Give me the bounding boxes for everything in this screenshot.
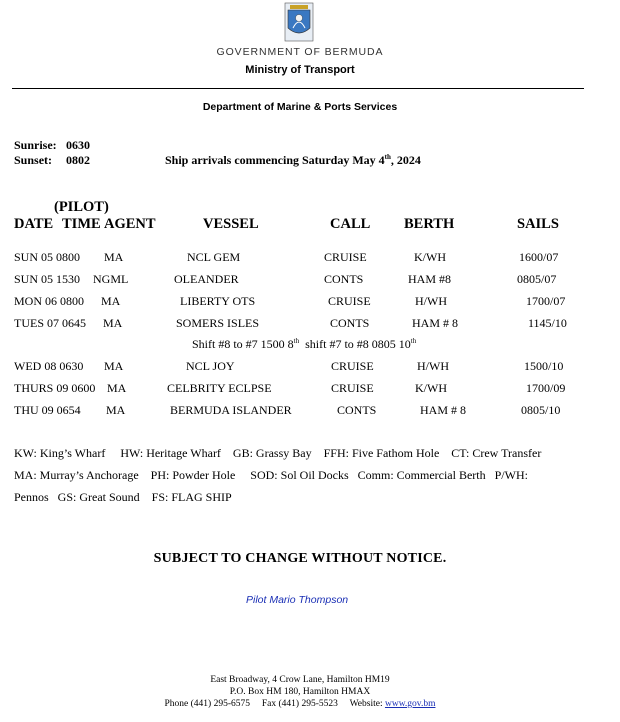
row-sails: 0805/07	[517, 272, 557, 286]
row-call: CONTS	[324, 272, 364, 286]
sunset-value: 0802	[66, 153, 90, 167]
row-date: SUN 05 1530	[14, 272, 81, 286]
row-vessel: SOMERS ISLES	[176, 316, 260, 330]
berth-header: BERTH	[404, 216, 455, 232]
row-call: CRUISE	[331, 359, 374, 373]
sunrise-label: Sunrise:	[14, 138, 57, 152]
row-date: TUES 07 0645	[14, 316, 86, 330]
legend-line-2: MA: Murray’s Anchorage PH: Powder Hole SOD: Sol Oil Docks Comm: Commercial Berth P/WH:	[14, 468, 528, 482]
row-sails: 1700/09	[526, 381, 566, 395]
footer-contact: Phone (441) 295-6575 Fax (441) 295-5523 Website: www.gov.bm	[164, 699, 436, 709]
agent-header: AGENT	[104, 216, 156, 232]
row-call: CRUISE	[324, 250, 367, 264]
row-sails: 1700/07	[526, 294, 566, 308]
date-header: DATE	[14, 216, 54, 232]
footer-address: East Broadway, 4 Crow Lane, Hamilton HM19	[210, 675, 390, 685]
time-header: TIME	[62, 216, 101, 232]
ministry-name: Ministry of Transport	[245, 64, 355, 76]
header-divider	[12, 88, 584, 89]
row-agent: MA	[103, 316, 123, 330]
schedule-title: Ship arrivals commencing Saturday May 4th, 2024	[165, 153, 421, 167]
row-sails: 1600/07	[519, 250, 559, 264]
legend-line-1: KW: King’s Wharf HW: Heritage Wharf GB: Grassy Bay FFH: Five Fathom Hole CT: Crew Transfer	[14, 446, 542, 460]
row-berth: HAM #8	[408, 272, 452, 286]
bermuda-crest-icon	[284, 2, 314, 42]
row-sails: 1500/10	[524, 359, 564, 373]
footer-pobox: P.O. Box HM 180, Hamilton HMAX	[229, 687, 371, 697]
row-sails: 1145/10	[528, 316, 567, 330]
row-vessel: BERMUDA ISLANDER	[170, 403, 292, 417]
row-sails: 0805/10	[521, 403, 561, 417]
row-call: CRUISE	[328, 294, 371, 308]
row-vessel: NCL GEM	[187, 250, 241, 264]
row-call: CONTS	[330, 316, 370, 330]
row-date: WED 08 0630	[14, 359, 84, 373]
row-date: SUN 05 0800	[14, 250, 81, 264]
row-agent: MA	[101, 294, 121, 308]
pilot-signature: Pilot Mario Thompson	[246, 594, 349, 606]
call-header: CALL	[330, 216, 371, 232]
website-link[interactable]: www.gov.bm	[384, 699, 436, 709]
row-agent: MA	[106, 403, 126, 417]
row-date: THURS 09 0600	[14, 381, 96, 395]
row-call: CRUISE	[331, 381, 374, 395]
row-vessel: OLEANDER	[174, 272, 239, 286]
row-berth: K/WH	[415, 381, 447, 395]
row-berth: HAM # 8	[412, 316, 459, 330]
row-vessel: LIBERTY OTS	[180, 294, 256, 308]
shift-note: Shift #8 to #7 1500 8th shift #7 to #8 0805 10th	[192, 337, 417, 351]
row-berth: HAM # 8	[420, 403, 467, 417]
sunset-label: Sunset:	[14, 153, 53, 167]
row-berth: K/WH	[414, 250, 446, 264]
legend-line-3: Pennos GS: Great Sound FS: FLAG SHIP	[14, 490, 232, 504]
change-notice: SUBJECT TO CHANGE WITHOUT NOTICE.	[153, 551, 447, 566]
row-call: CONTS	[337, 403, 377, 417]
row-berth: H/WH	[415, 294, 447, 308]
department-name: Department of Marine & Ports Services	[202, 101, 398, 113]
row-agent: MA	[104, 359, 124, 373]
row-vessel: CELBRITY ECLPSE	[167, 381, 272, 395]
row-agent: MA	[107, 381, 127, 395]
sails-header: SAILS	[517, 216, 559, 232]
row-agent: NGML	[93, 272, 129, 286]
row-berth: H/WH	[417, 359, 449, 373]
sunrise-value: 0630	[66, 138, 90, 152]
government-name: GOVERNMENT OF BERMUDA	[216, 46, 384, 58]
row-vessel: NCL JOY	[186, 359, 235, 373]
row-agent: MA	[104, 250, 124, 264]
row-date: MON 06 0800	[14, 294, 85, 308]
pilot-header: (PILOT)	[54, 199, 109, 215]
row-date: THU 09 0654	[14, 403, 81, 417]
vessel-header: VESSEL	[203, 216, 259, 232]
